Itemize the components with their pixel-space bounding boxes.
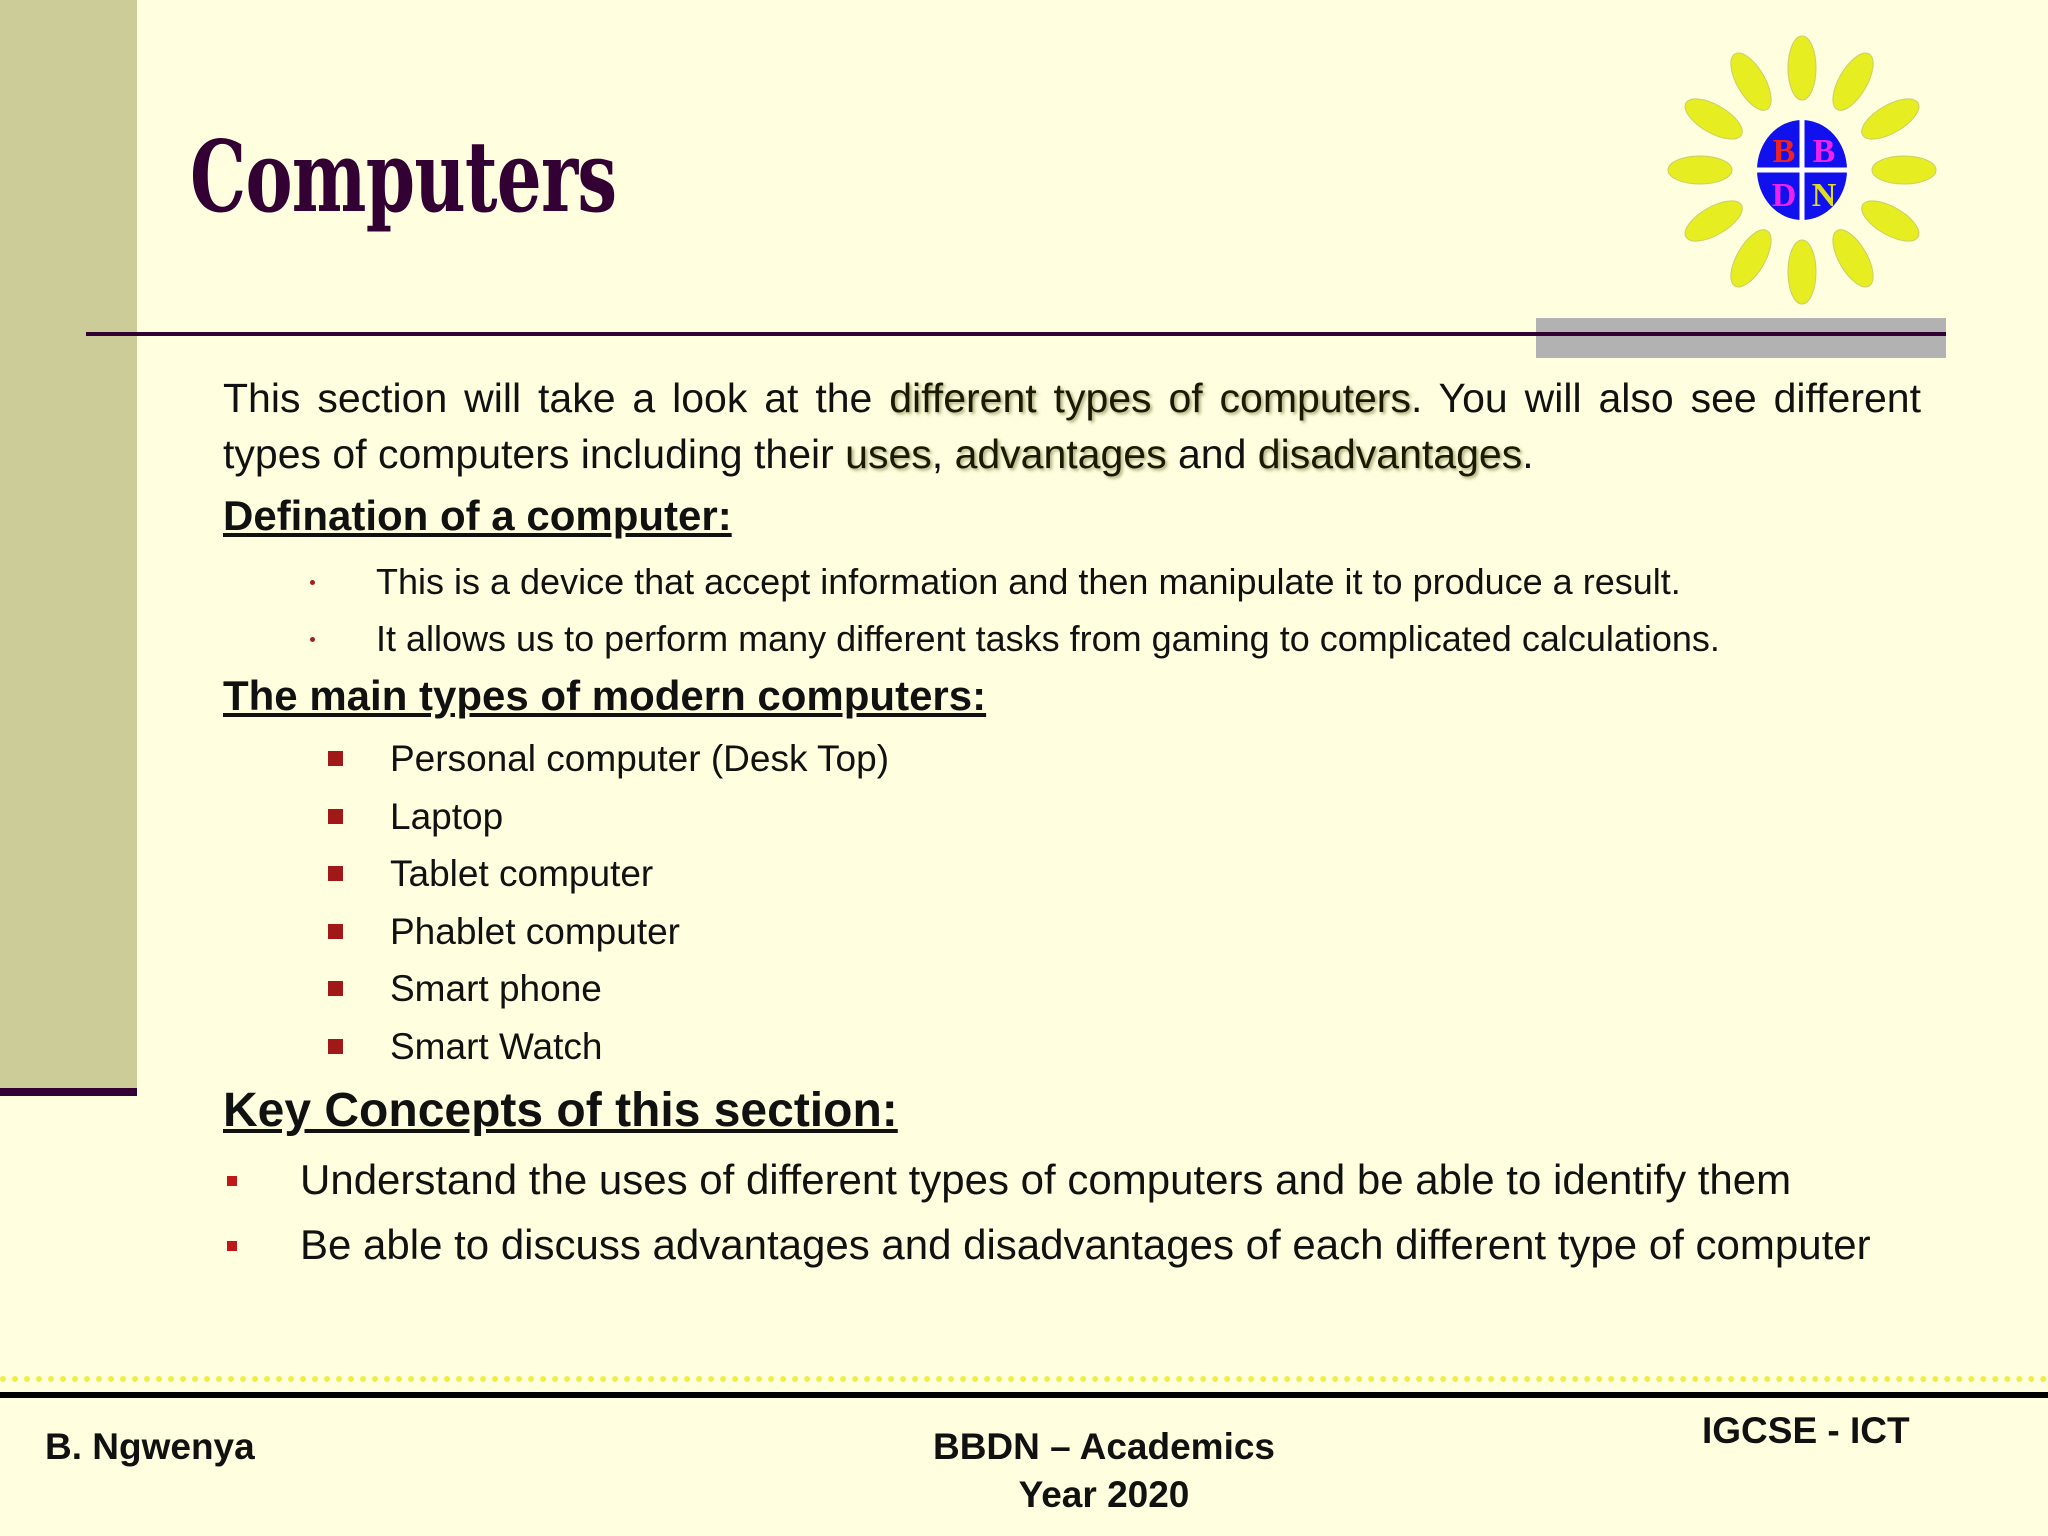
list-item-text: Laptop [390, 795, 504, 837]
logo-petal [1825, 47, 1881, 116]
list-item-text: Personal computer (Desk Top) [390, 738, 890, 779]
list-item [310, 610, 1720, 667]
bullet-dot-icon [310, 580, 315, 585]
title-rule-accent [1536, 318, 1946, 358]
intro-highlight-uses: uses [845, 431, 932, 477]
list-item-text: It allows us to perform many different tasks from gaming to complicated calculations. [376, 618, 1720, 659]
intro-highlight-advantages: advantages [954, 431, 1167, 477]
logo-petal [1788, 240, 1816, 304]
logo-letter-d: D [1771, 177, 1797, 214]
list-item [310, 553, 1720, 610]
key-concepts-list [223, 1152, 1921, 1282]
logo-petal [1668, 156, 1732, 184]
sunflower-logo [1652, 20, 1952, 320]
list-item-text: Phablet computer [390, 910, 681, 952]
intro-text: , [931, 431, 955, 477]
definition-heading: Defination of a computer: [223, 492, 732, 539]
logo-petal [1679, 193, 1748, 249]
list-item-text: Smart Watch [390, 1025, 603, 1067]
footer-dotted-divider [0, 1376, 2048, 1382]
key-concepts-heading: Key Concepts of this section: [223, 1084, 898, 1137]
logo-petal [1856, 91, 1925, 147]
list-item-text: Tablet computer [390, 853, 654, 894]
side-bar-rule [0, 1088, 137, 1096]
intro-highlight-types: different types of computers [889, 375, 1411, 421]
bullet-dot-icon [310, 637, 315, 642]
list-item-text: This is a device that accept information and then manipulate it to produce a result. [376, 561, 1681, 602]
bullet-square-icon [328, 981, 343, 996]
list-item [328, 845, 889, 903]
definition-list [310, 553, 1720, 667]
intro-text: . [1522, 431, 1534, 477]
footer-organization: BBDN – Academics [932, 1426, 1276, 1467]
list-item-text: Understand the uses of different types of computers and be able to identify them [300, 1156, 1792, 1203]
logo-petal [1825, 224, 1881, 293]
list-item [328, 960, 889, 1018]
bullet-square-icon [328, 809, 343, 824]
list-item [328, 903, 889, 961]
types-list [328, 730, 889, 1075]
intro-text: . You will also see different types of computers including their [223, 375, 1921, 477]
intro-text: This section will take a look at the [223, 375, 890, 421]
list-item [328, 788, 889, 846]
logo-petal [1788, 36, 1816, 100]
slide-title: Computers [190, 120, 617, 235]
footer-course: IGCSE - ICT [1702, 1410, 1910, 1451]
intro-text: and [1166, 431, 1258, 477]
logo-petal [1679, 91, 1748, 147]
list-item-text: Be able to discuss advantages and disadvantages of each different type of computer [300, 1221, 1871, 1268]
list-item [328, 730, 889, 788]
types-heading: The main types of modern computers: [223, 672, 987, 719]
logo-petal [1872, 156, 1936, 184]
logo-petal [1723, 224, 1779, 293]
bullet-square-icon [328, 866, 343, 881]
intro-paragraph [223, 370, 1921, 482]
list-item [223, 1217, 1921, 1273]
list-item [223, 1152, 1921, 1208]
bullet-square-icon [227, 1176, 237, 1186]
footer-rule [0, 1392, 2048, 1398]
bullet-square-icon [328, 924, 343, 939]
logo-petal [1856, 193, 1925, 249]
list-item [328, 1018, 889, 1076]
logo-letter-b2: B [1812, 133, 1836, 170]
bullet-square-icon [227, 1241, 237, 1251]
bullet-square-icon [328, 1039, 343, 1054]
list-item-text: Smart phone [390, 968, 602, 1009]
title-rule [86, 332, 1946, 336]
intro-highlight-disadvantages: disadvantages [1257, 431, 1523, 477]
left-side-bar [0, 0, 137, 1088]
footer-author: B. Ngwenya [45, 1426, 255, 1467]
logo-letter-n: N [1811, 177, 1837, 214]
bullet-square-icon [328, 751, 343, 766]
footer-center [904, 1423, 1304, 1519]
logo-letter-b1: B [1772, 133, 1796, 170]
footer-year: Year 2020 [1018, 1474, 1190, 1515]
logo-petal [1723, 47, 1779, 116]
